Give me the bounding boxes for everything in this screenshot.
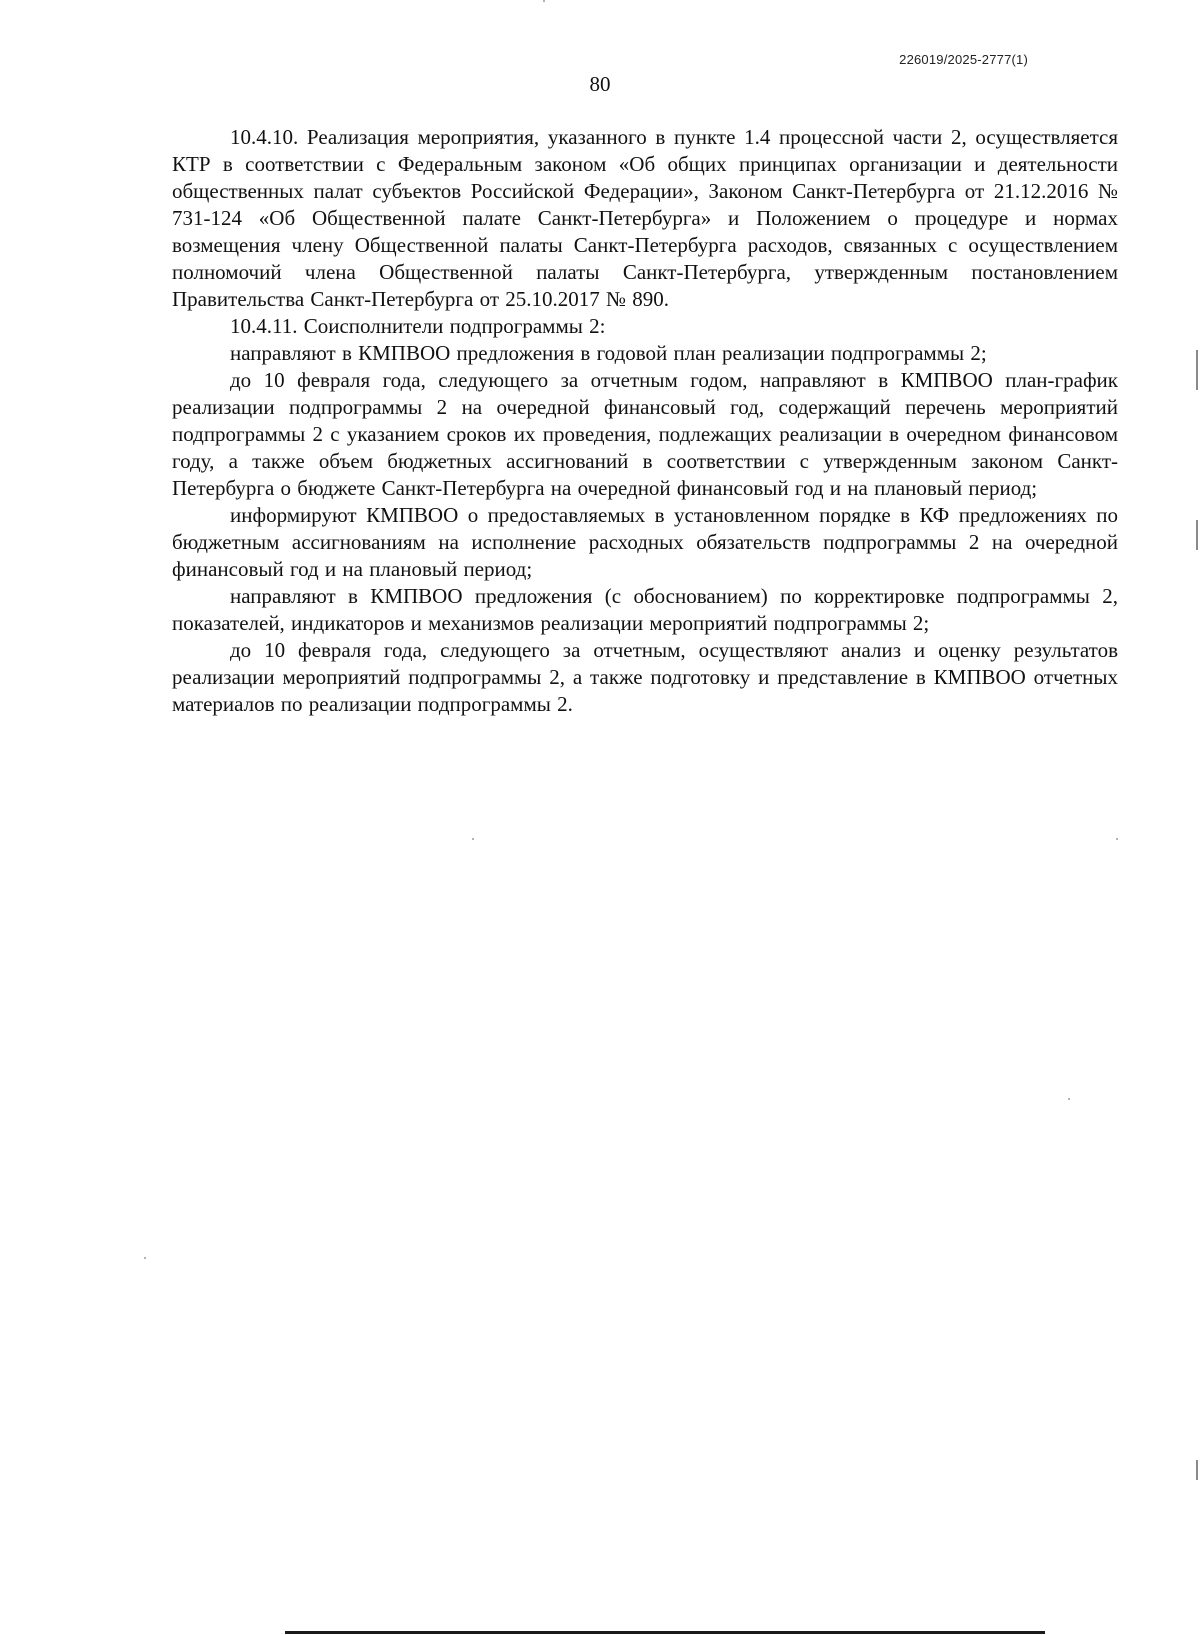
scan-edge-mark [1196, 350, 1198, 390]
paragraph-list-item: информируют КМПВОО о предоставляемых в установленном порядке в КФ предложениях по бюджетным ассигнованиям на исполнение расходных обязательств подпрограммы 2 на очередной финансовый год и на плановый период; [172, 503, 1118, 581]
scan-speck [543, 0, 545, 2]
paragraph-list-item: направляют в КМПВОО предложения в годовой план реализации подпрограммы 2; [230, 341, 987, 365]
scan-bottom-edge [285, 1631, 1045, 1634]
paragraph-list-item: до 10 февраля года, следующего за отчетным, осуществляют анализ и оценку результатов реализации мероприятий подпрограммы 2, а также подготовку и представление в КМПВОО отчетных материалов по реализации подпрограммы 2. [172, 638, 1118, 716]
scan-speck [1068, 1098, 1070, 1100]
scan-edge-mark [1196, 520, 1198, 550]
scan-speck [1116, 838, 1118, 840]
paragraph-list-item: направляют в КМПВОО предложения (с обоснованием) по корректировке подпрограммы 2, показателей, индикаторов и механизмов реализации мероприятий подпрограммы 2; [172, 584, 1118, 635]
document-body [172, 124, 1118, 718]
document-registration-number: 226019/2025-2777(1) [899, 52, 1028, 67]
scan-speck [472, 838, 474, 840]
paragraph-list-item: до 10 февраля года, следующего за отчетным годом, направляют в КМПВОО план-график реализации подпрограммы 2 на очередной финансовый год, содержащий перечень мероприятий подпрограммы 2 с указанием сроков их проведения, подлежащих реализации в очередном финансовом году, а также объем бюджетных ассигнований в соответствии с утвержденным законом Санкт-Петербурга о бюджете Санкт-Петербурга на очередной финансовый год и на плановый период; [172, 368, 1118, 500]
scan-speck [144, 1257, 146, 1259]
scan-edge-mark [1196, 1460, 1198, 1480]
paragraph-10-4-10: 10.4.10. Реализация мероприятия, указанного в пункте 1.4 процессной части 2, осуществляется КТР в соответствии с Федеральным законом «Об общих принципах организации и деятельности общественных палат субъектов Российской Федерации», Законом Санкт-Петербурга от 21.12.2016 № 731-124 «Об Общественной палате Санкт-Петербурга» и Положением о процедуре и нормах возмещения члену Общественной палаты Санкт-Петербурга расходов, связанных с осуществлением полномочий члена Общественной палаты Санкт-Петербурга, утвержденным постановлением Правительства Санкт-Петербурга от 25.10.2017 № 890. [172, 125, 1118, 311]
paragraph-10-4-11-heading: 10.4.11. Соисполнители подпрограммы 2: [230, 314, 606, 338]
page-number: 80 [589, 72, 611, 96]
